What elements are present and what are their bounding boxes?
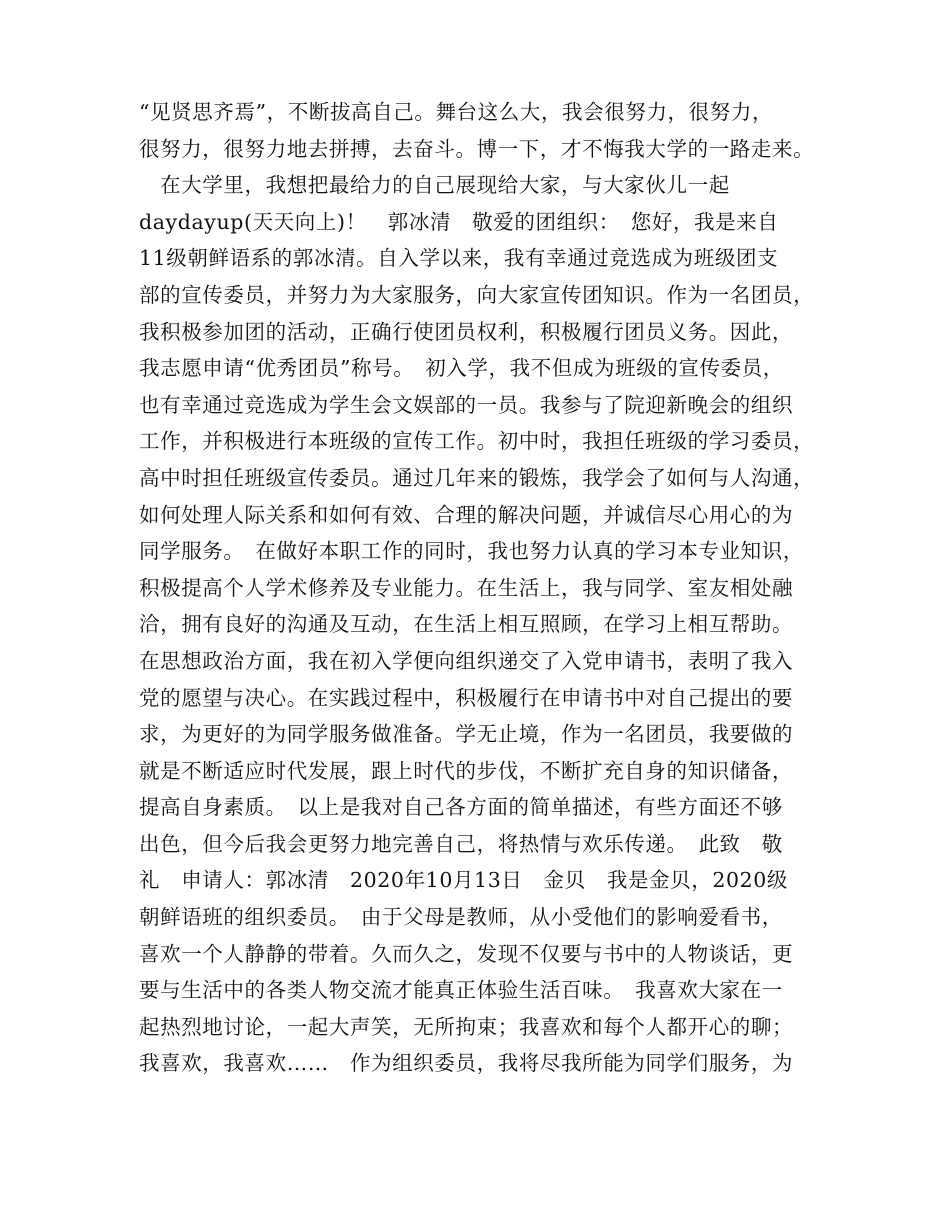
document-body (139, 94, 829, 1082)
text-line: 起热烈地讨论，一起大声笑，无所拘束；我喜欢和每个人都开心的聊； (139, 1014, 794, 1039)
text-line: 高中时担任班级宣传委员。通过几年来的锻炼，我学会了如何与人沟通， (139, 465, 815, 490)
text-line: 积极提高个人学术修养及专业能力。在生活上，我与同学、室友相处融 (139, 575, 794, 600)
text-line: 我积极参加团的活动，正确行使团员权利，积极履行团员义务。因此， (139, 319, 794, 344)
text-line: 喜欢一个人静静的带着。久而久之，发现不仅要与书中的人物谈话，更 (139, 941, 794, 966)
text-line: 我喜欢，我喜欢…… 作为组织委员，我将尽我所能为同学们服务，为 (139, 1051, 794, 1076)
text-line: 求，为更好的为同学服务做准备。学无止境，作为一名团员，我要做的 (139, 722, 794, 747)
text-line: 洽，拥有良好的沟通及互动，在生活上相互照顾，在学习上相互帮助。 (139, 612, 794, 637)
text-line: 部的宣传委员，并努力为大家服务，向大家宣传团知识。作为一名团员， (139, 282, 815, 307)
text-line: 提高自身素质。 以上是我对自己各方面的简单描述，有些方面还不够 (139, 795, 783, 820)
text-line: 如何处理人际关系和如何有效、合理的解决问题，并诚信尽心用心的为 (139, 502, 794, 527)
text-line: daydayup(天天向上)！ 郭冰清 敬爱的团组织： 您好，我是来自 (139, 209, 779, 234)
text-line: 朝鲜语班的组织委员。 由于父母是教师，从小受他们的影响爱看书， (139, 905, 783, 930)
text-line: 我志愿申请“优秀团员”称号。 初入学，我不但成为班级的宣传委员， (139, 356, 784, 381)
text-line: 出色，但今后我会更努力地完善自己，将热情与欢乐传递。 此致 敬 (139, 831, 783, 856)
text-line: 党的愿望与决心。在实践过程中，积极履行在申请书中对自己提出的要 (139, 685, 794, 710)
text-line: “见贤思齐焉”，不断拔高自己。舞台这么大，我会很努力，很努力， (139, 100, 774, 124)
text-line: 工作，并积极进行本班级的宣传工作。初中时，我担任班级的学习委员， (139, 429, 815, 454)
text-line: 在大学里，我想把最给力的自己展现给大家，与大家伙儿一起 (139, 173, 730, 198)
text-line: 同学服务。 在做好本职工作的同时，我也努力认真的学习本专业知识， (139, 539, 804, 564)
text-line: 要与生活中的各类人物交流才能真正体验生活百味。 我喜欢大家在一 (139, 978, 783, 1003)
text-line: 很努力，很努力地去拼搏，去奋斗。博一下，才不悔我大学的一路走来。 (139, 136, 815, 161)
text-line: 在思想政治方面，我在初入学便向组织递交了入党申请书，表明了我入 (139, 648, 794, 673)
text-line: 就是不断适应时代发展，跟上时代的步伐，不断扩充自身的知识储备， (139, 758, 794, 783)
text-line: 礼 申请人：郭冰清 2020年10月13日 金贝 我是金贝，2020级 (139, 868, 789, 893)
text-line: 11级朝鲜语系的郭冰清。自入学以来，我有幸通过竞选成为班级团支 (139, 246, 779, 271)
text-line: 也有幸通过竞选成为学生会文娱部的一员。我参与了院迎新晚会的组织 (139, 392, 794, 417)
